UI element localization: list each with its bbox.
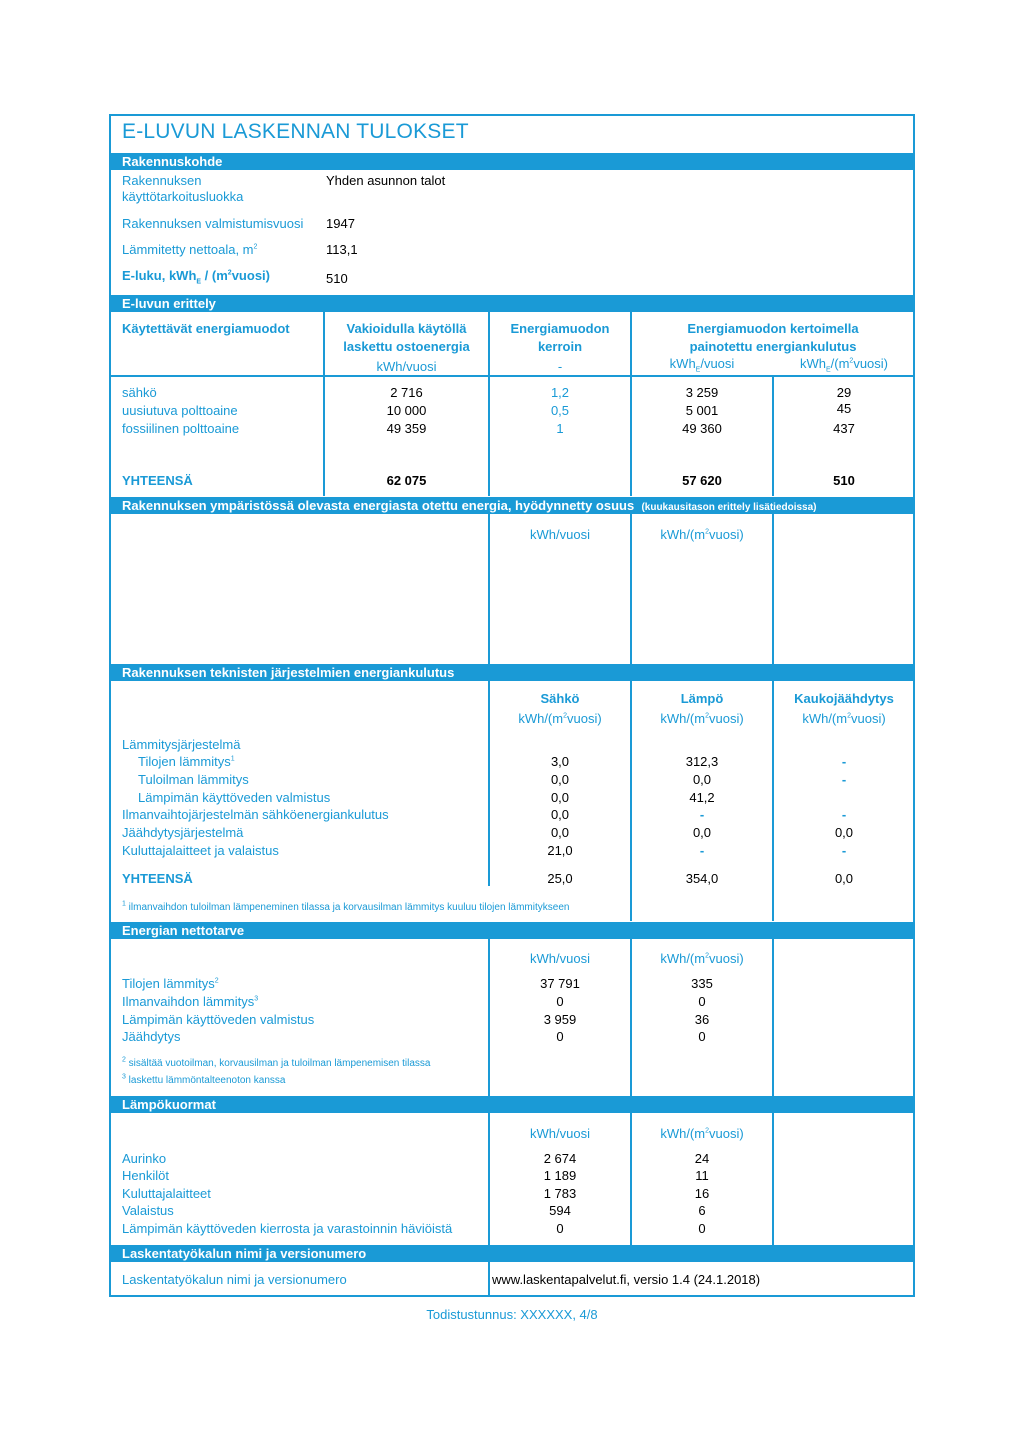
tekniset-row-kauko: 0,0 bbox=[834, 825, 854, 840]
erittely-total-purchased: 62 075 bbox=[386, 473, 427, 488]
eluku-label: E-luku, $kWh_E / (m^2vuosi)$ bbox=[122, 268, 270, 286]
erittely-col4-header-2: painotettu energiankulutus bbox=[689, 339, 857, 354]
building-class-value: Yhden asunnon talot bbox=[326, 173, 446, 188]
erittely-col2-header-1: Vakioidulla käytöllä bbox=[346, 321, 467, 336]
tekniset-row-sahko: 3,0 bbox=[550, 754, 570, 769]
tekniset-row-sahko: 0,0 bbox=[550, 772, 570, 787]
erittely-col1-header: Käytettävät energiamuodot bbox=[122, 321, 290, 336]
section-header-erittely: E-luvun erittely bbox=[110, 295, 914, 312]
nettotarve-row-name: Lämpimän käyttöveden valmistus bbox=[122, 1012, 315, 1027]
nettotarve-footnote-2: $^2$ sisältää vuotoilman, korvausilman ja tuloilman lämpenemisen tilassa bbox=[122, 1056, 431, 1069]
section-header-ymparisto: Rakennuksen ympäristössä olevasta energiasta otettu energia, hyödynnetty osuus (kuukausitason erittely lisätiedoissa) bbox=[110, 497, 914, 514]
lampokuormat-divider-3 bbox=[772, 1113, 774, 1245]
erittely-col2-header-2: laskettu ostoenergia bbox=[343, 339, 470, 354]
tool-value: www.laskentapalvelut.fi, versio 1.4 (24.1.2018) bbox=[492, 1272, 761, 1287]
lampokuormat-row-name: Henkilöt bbox=[122, 1168, 169, 1183]
section-header-lampokuormat: Lämpökuormat bbox=[110, 1096, 914, 1113]
erittely-row-weighted: 5 001 bbox=[685, 403, 719, 418]
erittely-col4-unit-1: kWh$_E$/vuosi bbox=[669, 356, 735, 374]
erittely-header-rule bbox=[110, 375, 914, 377]
section-header-nettotarve: Energian nettotarve bbox=[110, 922, 914, 939]
lampokuormat-row-v2: 6 bbox=[698, 1203, 706, 1218]
tekniset-row-name: Ilmanvaihtojärjestelmän sähköenergiankulutus bbox=[122, 807, 389, 822]
erittely-row-purchased: 49 359 bbox=[386, 421, 427, 436]
tekniset-col-sahko: Sähkö bbox=[540, 691, 580, 706]
nettotarve-row-v2: 335 bbox=[691, 976, 713, 991]
tekniset-row-name: Kuluttajalaitteet ja valaistus bbox=[122, 843, 279, 858]
erittely-row-name: sähkö bbox=[122, 385, 157, 400]
erittely-row-weighted: 49 360 bbox=[682, 421, 722, 436]
tekniset-total-kauko: 0,0 bbox=[834, 871, 854, 886]
lampokuormat-row-name: Lämpimän käyttöveden kierrosta ja varastoinnin häviöistä bbox=[122, 1221, 453, 1236]
tekniset-row-lampo: 41,2 bbox=[689, 790, 715, 805]
nettotarve-unit-1: kWh/vuosi bbox=[530, 951, 590, 966]
tekniset-total-lampo: 354,0 bbox=[685, 871, 719, 886]
tekniset-row-kauko: - bbox=[841, 754, 847, 769]
lampokuormat-row-v1: 594 bbox=[549, 1203, 571, 1218]
tekniset-row-kauko: - bbox=[841, 807, 847, 822]
tekniset-row-kauko: - bbox=[841, 772, 847, 787]
erittely-total-label: YHTEENSÄ bbox=[122, 473, 193, 488]
tekniset-footnote: $^1$ ilmanvaihdon tuloilman lämpeneminen tilassa ja korvausilman lämmitys kuuluu tilojen lämmitykseen bbox=[122, 900, 570, 913]
tekniset-unit-kauko: kWh/$(m^2vuosi)$ bbox=[802, 711, 886, 726]
nettotarve-row-name: Jäähdytys bbox=[122, 1029, 181, 1044]
nettotarve-row-name: Tilojen lämmitys$^2$ bbox=[122, 976, 219, 991]
lampokuormat-row-v1: 0 bbox=[556, 1221, 564, 1236]
lampokuormat-row-v2: 11 bbox=[695, 1168, 709, 1183]
lampokuormat-row-v1: 2 674 bbox=[543, 1151, 577, 1166]
nettotarve-row-v2: 36 bbox=[694, 1012, 710, 1027]
erittely-row-purchased: 2 716 bbox=[390, 385, 423, 400]
erittely-col2-unit: kWh/vuosi bbox=[376, 359, 437, 374]
erittely-col4-header-1: Energiamuodon kertoimella bbox=[687, 321, 859, 336]
section-header-laskentatyokalu: Laskentatyökalun nimi ja versionumero bbox=[110, 1245, 914, 1262]
tekniset-unit-sahko: kWh/$(m^2vuosi)$ bbox=[518, 711, 602, 726]
tekniset-unit-lampo: kWh/$(m^2vuosi)$ bbox=[660, 711, 744, 726]
section-header-tekniset: Rakennuksen teknisten järjestelmien energiankulutus bbox=[110, 664, 914, 681]
tekniset-row-lampo: 0,0 bbox=[692, 772, 712, 787]
tekniset-row-sahko: 21,0 bbox=[547, 843, 573, 858]
building-class-label-2: käyttötarkoitusluokka bbox=[122, 189, 244, 204]
tekniset-row-name: Tuloilman lämmitys bbox=[138, 772, 249, 787]
ymparisto-unit-1: kWh/vuosi bbox=[530, 527, 590, 542]
erittely-row-name: uusiutuva polttoaine bbox=[122, 403, 238, 418]
nettotarve-row-name: Ilmanvaihdon lämmitys$^3$ bbox=[122, 994, 259, 1009]
lampokuormat-row-v2: 16 bbox=[694, 1186, 710, 1201]
tool-divider bbox=[488, 1262, 490, 1296]
nettotarve-footnote-3: $^3$ laskettu lämmöntalteenoton kanssa bbox=[122, 1073, 286, 1086]
lampokuormat-unit-2: kWh/$(m^2vuosi)$ bbox=[660, 1126, 744, 1141]
erittely-row-factor: 1,2 bbox=[550, 385, 570, 400]
erittely-row-per-m2: 437 bbox=[833, 421, 855, 436]
tekniset-row-kauko: - bbox=[841, 843, 847, 858]
erittely-total-per-m2: 510 bbox=[833, 473, 855, 488]
erittely-col3-header-2: kerroin bbox=[537, 339, 583, 354]
lampokuormat-row-v1: 1 783 bbox=[543, 1186, 577, 1201]
section-header-rakennuskohde: Rakennuskohde bbox=[110, 153, 914, 170]
tekniset-row-name: Tilojen lämmitys$^1$ bbox=[138, 754, 235, 769]
tekniset-row-sahko: 0,0 bbox=[550, 790, 570, 805]
lampokuormat-row-v1: 1 189 bbox=[543, 1168, 577, 1183]
tekniset-row-name: Jäähdytysjärjestelmä bbox=[122, 825, 244, 840]
nettotarve-row-v1: 0 bbox=[556, 994, 564, 1009]
erittely-row-factor: 1 bbox=[556, 421, 564, 436]
nettotarve-row-v1: 37 791 bbox=[540, 976, 580, 991]
lampokuormat-row-name: Aurinko bbox=[122, 1151, 167, 1166]
erittely-row-per-m2: 45 bbox=[836, 401, 852, 416]
tekniset-row-lampo: 312,3 bbox=[685, 754, 719, 769]
erittely-col4-unit-2: $kWh_E/(m^2vuosi)$ bbox=[799, 356, 889, 374]
lampokuormat-row-v2: 24 bbox=[694, 1151, 710, 1166]
erittely-row-factor: 0,5 bbox=[550, 403, 570, 418]
lampokuormat-row-name: Kuluttajalaitteet bbox=[122, 1186, 211, 1201]
lampokuormat-row-name: Valaistus bbox=[122, 1203, 174, 1218]
tool-label: Laskentatyökalun nimi ja versionumero bbox=[122, 1272, 347, 1287]
tekniset-group-label: Lämmitysjärjestelmä bbox=[122, 737, 241, 752]
erittely-total-weighted: 57 620 bbox=[682, 473, 722, 488]
ymparisto-divider-3 bbox=[772, 514, 774, 664]
certificate-footer: Todistustunnus: XXXXXX, 4/8 bbox=[426, 1307, 598, 1322]
lampokuormat-unit-1: kWh/vuosi bbox=[530, 1126, 590, 1141]
erittely-row-per-m2: 29 bbox=[836, 385, 852, 400]
tekniset-row-sahko: 0,0 bbox=[550, 825, 570, 840]
building-area-value: 113,1 bbox=[326, 242, 358, 257]
erittely-row-weighted: 3 259 bbox=[685, 385, 719, 400]
tekniset-total-sahko: 25,0 bbox=[547, 871, 573, 886]
tekniset-row-lampo: - bbox=[699, 807, 705, 822]
eluku-value: 510 bbox=[326, 271, 348, 286]
nettotarve-row-v2: 0 bbox=[698, 994, 706, 1009]
erittely-row-name: fossiilinen polttoaine bbox=[122, 421, 240, 436]
nettotarve-row-v1: 3 959 bbox=[543, 1012, 577, 1027]
nettotarve-row-v2: 0 bbox=[698, 1029, 706, 1044]
tekniset-total-label: YHTEENSÄ bbox=[122, 871, 193, 886]
erittely-col3-unit: - bbox=[557, 359, 563, 374]
nettotarve-row-v1: 0 bbox=[556, 1029, 564, 1044]
building-class-label-1: Rakennuksen bbox=[122, 173, 202, 188]
tekniset-row-name: Lämpimän käyttöveden valmistus bbox=[138, 790, 331, 805]
tekniset-row-sahko: 0,0 bbox=[550, 807, 570, 822]
building-year-value: 1947 bbox=[326, 216, 355, 231]
erittely-col3-header-1: Energiamuodon bbox=[510, 321, 610, 336]
tekniset-col-kauko: Kaukojäähdytys bbox=[794, 691, 894, 706]
erittely-row-purchased: 10 000 bbox=[386, 403, 427, 418]
tekniset-row-lampo: 0,0 bbox=[692, 825, 712, 840]
nettotarve-divider-3 bbox=[772, 939, 774, 1096]
ymparisto-unit-2: kWh/$(m^2vuosi)$ bbox=[660, 527, 744, 542]
tekniset-col-lampo: Lämpö bbox=[680, 691, 724, 706]
building-area-label: Lämmitetty nettoala, $m^2$ bbox=[122, 242, 258, 257]
tekniset-row-lampo: - bbox=[699, 843, 705, 858]
nettotarve-unit-2: kWh/$(m^2vuosi)$ bbox=[660, 951, 744, 966]
page-title: E-LUVUN LASKENNAN TULOKSET bbox=[122, 120, 469, 143]
building-year-label: Rakennuksen valmistumisvuosi bbox=[122, 216, 304, 231]
lampokuormat-row-v2: 0 bbox=[698, 1221, 706, 1236]
